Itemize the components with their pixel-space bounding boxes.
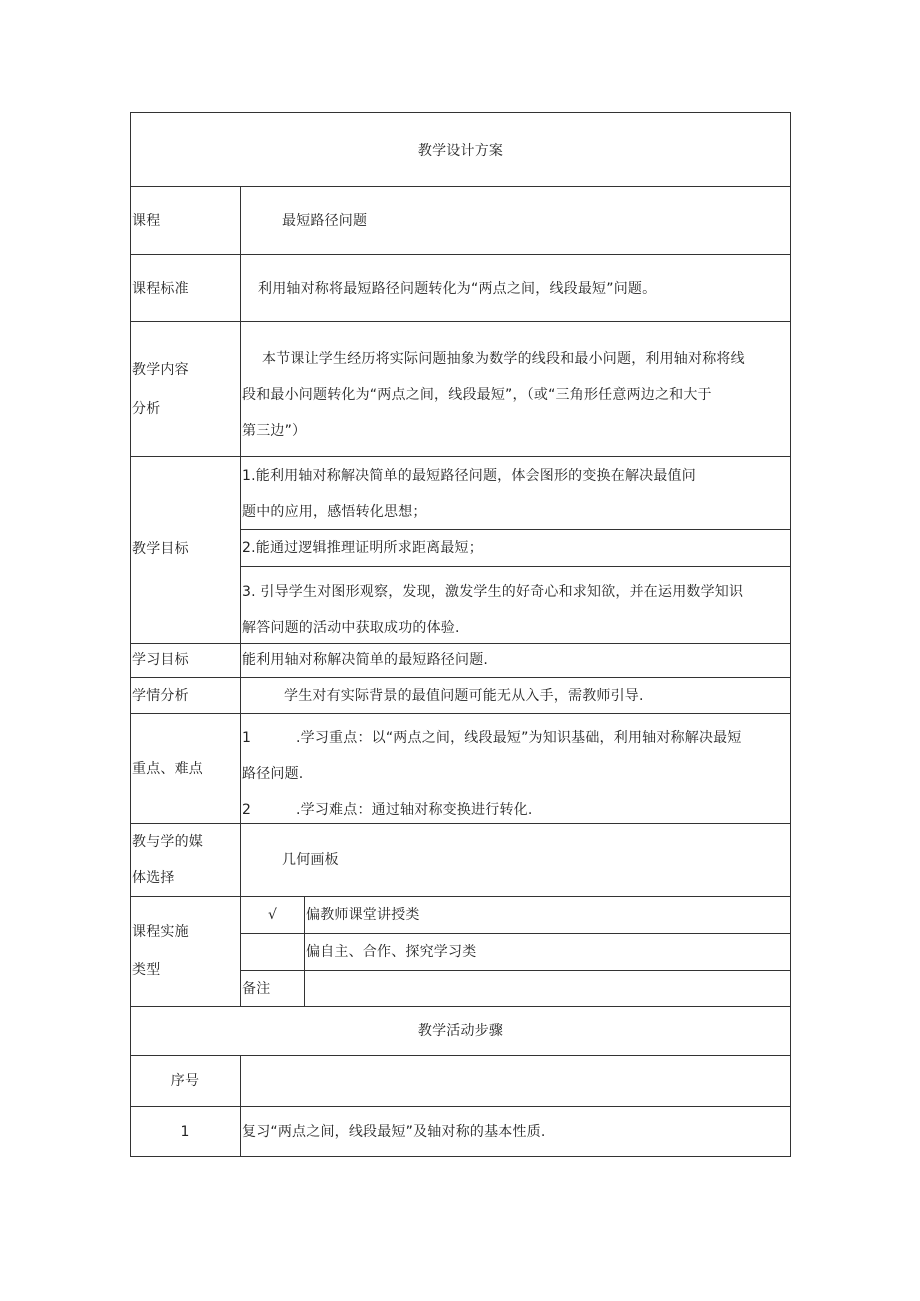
row-divider bbox=[240, 970, 791, 971]
row-divider bbox=[130, 1055, 791, 1056]
teaching-goal-1: 1.能利用轴对称解决简单的最短路径问题，体会图形的变换在解决最值问 bbox=[242, 468, 696, 484]
standard-value: 利用轴对称将最短路径问题转化为“两点之间，线段最短”问题。 bbox=[258, 281, 657, 297]
row-divider bbox=[130, 321, 791, 322]
content-analysis-text: 第三边”） bbox=[242, 423, 307, 439]
key-point-2-number: 2 bbox=[242, 802, 252, 818]
media-value: 几何画板 bbox=[282, 852, 339, 868]
course-label: 课程 bbox=[132, 213, 161, 229]
study-goal-value: 能利用轴对称解决简单的最短路径问题. bbox=[242, 652, 489, 668]
content-analysis-label-cont: 分析 bbox=[132, 401, 161, 417]
content-analysis-text: 段和最小问题转化为“两点之间，线段最短”，（或“三角形任意两边之和大于 bbox=[242, 387, 712, 403]
row-divider bbox=[130, 186, 791, 187]
steps-title: 教学活动步骤 bbox=[417, 1023, 504, 1039]
media-label: 教与学的媒 bbox=[132, 834, 203, 850]
type-label-cont: 类型 bbox=[132, 962, 161, 978]
key-points-label: 重点、难点 bbox=[132, 761, 203, 777]
row-divider bbox=[240, 933, 791, 934]
sequence-header: 序号 bbox=[170, 1073, 200, 1089]
row-divider bbox=[130, 677, 791, 678]
teaching-goal-3-cont: 解答问题的活动中获取成功的体验. bbox=[242, 620, 460, 636]
teaching-goals-label: 教学目标 bbox=[132, 541, 189, 557]
key-point-1-cont: 路径问题. bbox=[242, 766, 304, 782]
row-divider bbox=[130, 1106, 791, 1107]
column-divider bbox=[240, 186, 241, 1006]
column-divider bbox=[304, 896, 305, 1006]
key-point-1-number: 1 bbox=[242, 730, 252, 746]
type-option-collaborative: 偏自主、合作、探究学习类 bbox=[306, 944, 477, 960]
row-divider bbox=[130, 254, 791, 255]
step-description: 复习“两点之间，线段最短”及轴对称的基本性质. bbox=[242, 1124, 546, 1140]
key-point-1: .学习重点：以“两点之间，线段最短”为知识基础，利用轴对称解决最短 bbox=[296, 730, 742, 746]
teaching-goal-2: 2.能通过逻辑推理证明所求距离最短； bbox=[242, 540, 483, 556]
media-label-cont: 体选择 bbox=[132, 870, 175, 886]
check-mark: √ bbox=[268, 907, 278, 923]
row-divider bbox=[130, 713, 791, 714]
remark-label: 备注 bbox=[242, 981, 271, 997]
key-point-2: .学习难点：通过轴对称变换进行转化. bbox=[296, 802, 533, 818]
content-analysis-label: 教学内容 bbox=[132, 362, 189, 378]
row-divider bbox=[240, 566, 791, 567]
course-value: 最短路径问题 bbox=[282, 213, 368, 229]
teaching-goal-3: 3. 引导学生对图形观察，发现，激发学生的好奇心和求知欲，并在运用数学知识 bbox=[242, 584, 744, 600]
situation-value: 学生对有实际背景的最值问题可能无从入手，需教师引导. bbox=[284, 688, 644, 704]
situation-label: 学情分析 bbox=[132, 688, 189, 704]
column-divider bbox=[240, 1055, 241, 1157]
row-divider bbox=[130, 643, 791, 644]
content-analysis-text: 本节课让学生经历将实际问题抽象为数学的线段和最小问题，利用轴对称将线 bbox=[262, 351, 745, 367]
row-divider bbox=[130, 1006, 791, 1007]
type-option-lecture: 偏教师课堂讲授类 bbox=[306, 907, 420, 923]
step-number: 1 bbox=[180, 1124, 190, 1140]
row-divider bbox=[130, 896, 791, 897]
standard-label: 课程标准 bbox=[132, 281, 189, 297]
study-goal-label: 学习目标 bbox=[132, 652, 189, 668]
lesson-plan-table bbox=[130, 112, 791, 1157]
row-divider bbox=[130, 823, 791, 824]
row-divider bbox=[130, 456, 791, 457]
teaching-goal-1-cont: 题中的应用，感悟转化思想； bbox=[242, 504, 427, 520]
type-label: 课程实施 bbox=[132, 924, 189, 940]
document-title: 教学设计方案 bbox=[417, 143, 504, 159]
row-divider bbox=[240, 529, 791, 530]
